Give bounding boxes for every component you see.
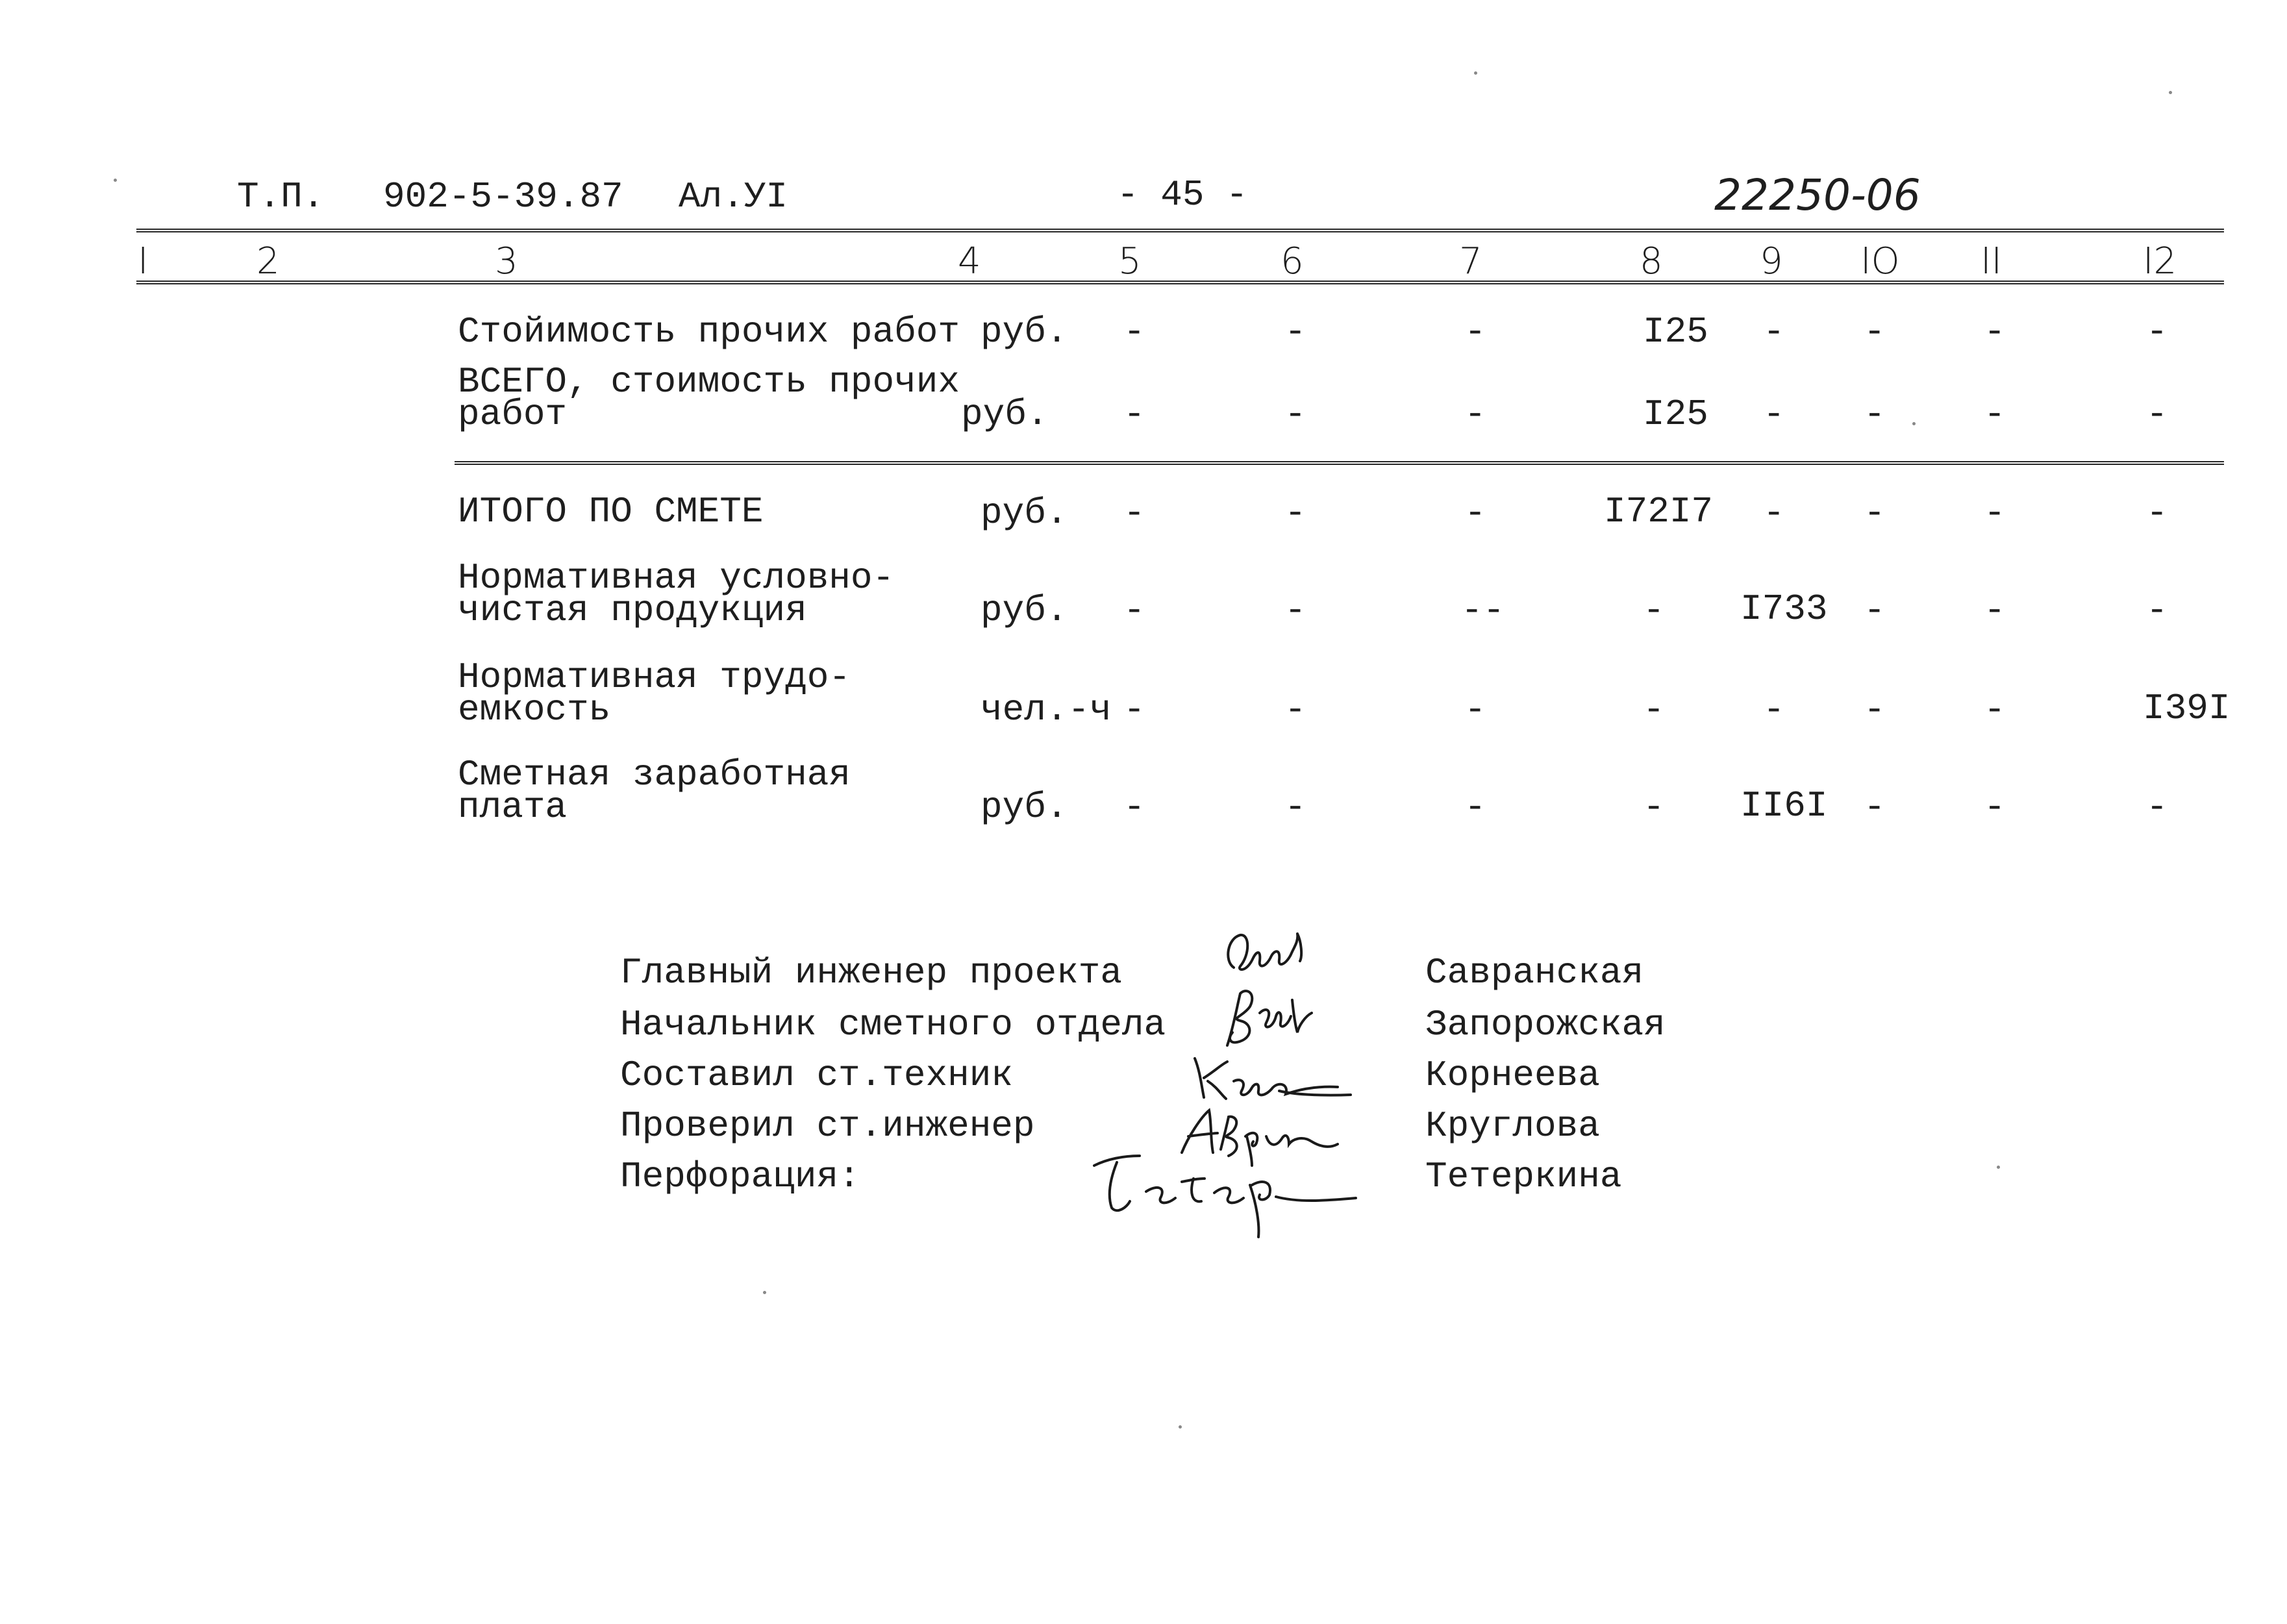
page-number: - 45 -	[1117, 174, 1248, 216]
cell-c5: -	[1123, 492, 1145, 534]
column-number-8: 8	[1640, 240, 1663, 282]
scan-speck	[114, 179, 117, 182]
header-rule-bottom	[136, 281, 2224, 284]
cell-c12: -	[2146, 394, 2168, 435]
cell-c9: -	[1763, 492, 1785, 534]
subtotal-rule	[455, 461, 2224, 465]
cell-c9: -	[1763, 394, 1785, 435]
column-number-9: 9	[1760, 240, 1783, 282]
row-name: ВСЕГО, стоимость прочих	[458, 361, 960, 403]
scan-speck	[763, 1291, 766, 1294]
row-unit: руб.	[981, 492, 1068, 534]
cell-c10: -	[1864, 689, 1886, 731]
cell-c9: I733	[1740, 588, 1828, 630]
signature-role: Проверил ст.инженер	[620, 1105, 1035, 1147]
row-unit: руб.	[961, 394, 1049, 435]
signature-name: Корнеева	[1425, 1055, 1600, 1096]
cell-c7: -	[1464, 492, 1486, 534]
cell-c8: -	[1643, 689, 1665, 731]
cell-c6: -	[1284, 311, 1306, 353]
cell-c7: -	[1464, 394, 1486, 435]
scan-speck	[1912, 422, 1916, 425]
cell-c12: -	[2146, 492, 2168, 534]
cell-c10: -	[1864, 492, 1886, 534]
row-unit: руб.	[981, 311, 1068, 353]
scan-speck	[1997, 1166, 2000, 1169]
cell-c9: -	[1763, 311, 1785, 353]
row-unit: руб.	[981, 590, 1068, 631]
cell-c12: -	[2146, 786, 2168, 828]
scan-speck	[2169, 91, 2172, 94]
row-name: Сметная заработная	[458, 754, 851, 795]
cell-c5: -	[1123, 689, 1145, 731]
row-name: Нормативная условно-	[458, 557, 895, 599]
cell-c7: -	[1464, 689, 1486, 731]
cell-c10: -	[1864, 590, 1886, 631]
column-number-3: 3	[495, 240, 518, 282]
header-rule-top	[136, 229, 2224, 232]
scan-speck	[1179, 1425, 1182, 1429]
cell-c6: -	[1284, 394, 1306, 435]
cell-c5: -	[1123, 311, 1145, 353]
cell-c12: -	[2146, 311, 2168, 353]
column-number-5: 5	[1118, 240, 1142, 282]
cell-c11: -	[1984, 492, 2006, 534]
cell-c6: -	[1284, 590, 1306, 631]
signature-name: Савранская	[1425, 952, 1644, 993]
cell-c7: -	[1464, 311, 1486, 353]
row-name: ИТОГО ПО СМЕТЕ	[458, 491, 764, 532]
cell-c11: -	[1984, 786, 2006, 828]
cell-c9: II6I	[1740, 785, 1828, 827]
signature-name: Запорожская	[1425, 1004, 1666, 1045]
signature-role: Главный инженер проекта	[620, 952, 1122, 993]
row-name-cont: емкость	[458, 689, 611, 731]
signature-role: Начальник сметного отдела	[620, 1004, 1166, 1045]
cell-c11: -	[1984, 590, 2006, 631]
row-name: Нормативная трудо-	[458, 656, 851, 698]
cell-c8: -	[1643, 590, 1665, 631]
scan-speck	[1474, 71, 1477, 75]
cell-c12: -	[2146, 590, 2168, 631]
cell-c11: -	[1984, 689, 2006, 731]
cell-c8: I25	[1643, 311, 1708, 353]
column-number-12: I2	[2143, 240, 2177, 282]
cell-c8: I25	[1643, 394, 1708, 435]
cell-c9: -	[1763, 689, 1785, 731]
column-number-11: II	[1981, 240, 2003, 282]
row-name-cont: работ	[458, 394, 568, 435]
column-number-10: IO	[1860, 240, 1900, 282]
column-number-6: 6	[1281, 240, 1304, 282]
cell-c5: -	[1123, 786, 1145, 828]
tp-label: Т.П.	[237, 176, 325, 218]
cell-c7: --	[1461, 590, 1505, 631]
cell-c6: -	[1284, 689, 1306, 731]
cell-c7: -	[1464, 786, 1486, 828]
cell-c10: -	[1864, 311, 1886, 353]
document-number: 22250-06	[1714, 170, 1921, 220]
cell-c6: -	[1284, 786, 1306, 828]
cell-c10: -	[1864, 394, 1886, 435]
row-unit: чел.-ч	[981, 689, 1112, 731]
cell-c11: -	[1984, 311, 2006, 353]
row-name-cont: чистая продукция	[458, 590, 807, 631]
row-unit: руб.	[981, 786, 1068, 828]
cell-c5: -	[1123, 394, 1145, 435]
column-number-7: 7	[1459, 240, 1482, 282]
signature-role: Составил ст.техник	[620, 1055, 1013, 1096]
cell-c5: -	[1123, 590, 1145, 631]
column-number-4: 4	[958, 240, 981, 282]
cell-c10: -	[1864, 786, 1886, 828]
signature-role: Перфорация:	[620, 1156, 860, 1197]
cell-c11: -	[1984, 394, 2006, 435]
album-label: Ал.УI	[679, 176, 788, 218]
signature-name: Круглова	[1425, 1105, 1600, 1147]
column-number-2: 2	[256, 240, 280, 282]
handwritten-signature-5	[1084, 1146, 1364, 1243]
cell-c12: I39I	[2143, 688, 2231, 729]
column-number-1: I	[138, 240, 149, 282]
project-code: 902-5-39.87	[383, 176, 623, 218]
signature-name: Тетеркина	[1425, 1156, 1622, 1197]
cell-c8: -	[1643, 786, 1665, 828]
cell-c6: -	[1284, 492, 1306, 534]
row-name-cont: плата	[458, 786, 568, 828]
row-name: Стойимость прочих работ	[458, 311, 960, 353]
cell-c8: I72I7	[1604, 491, 1714, 532]
